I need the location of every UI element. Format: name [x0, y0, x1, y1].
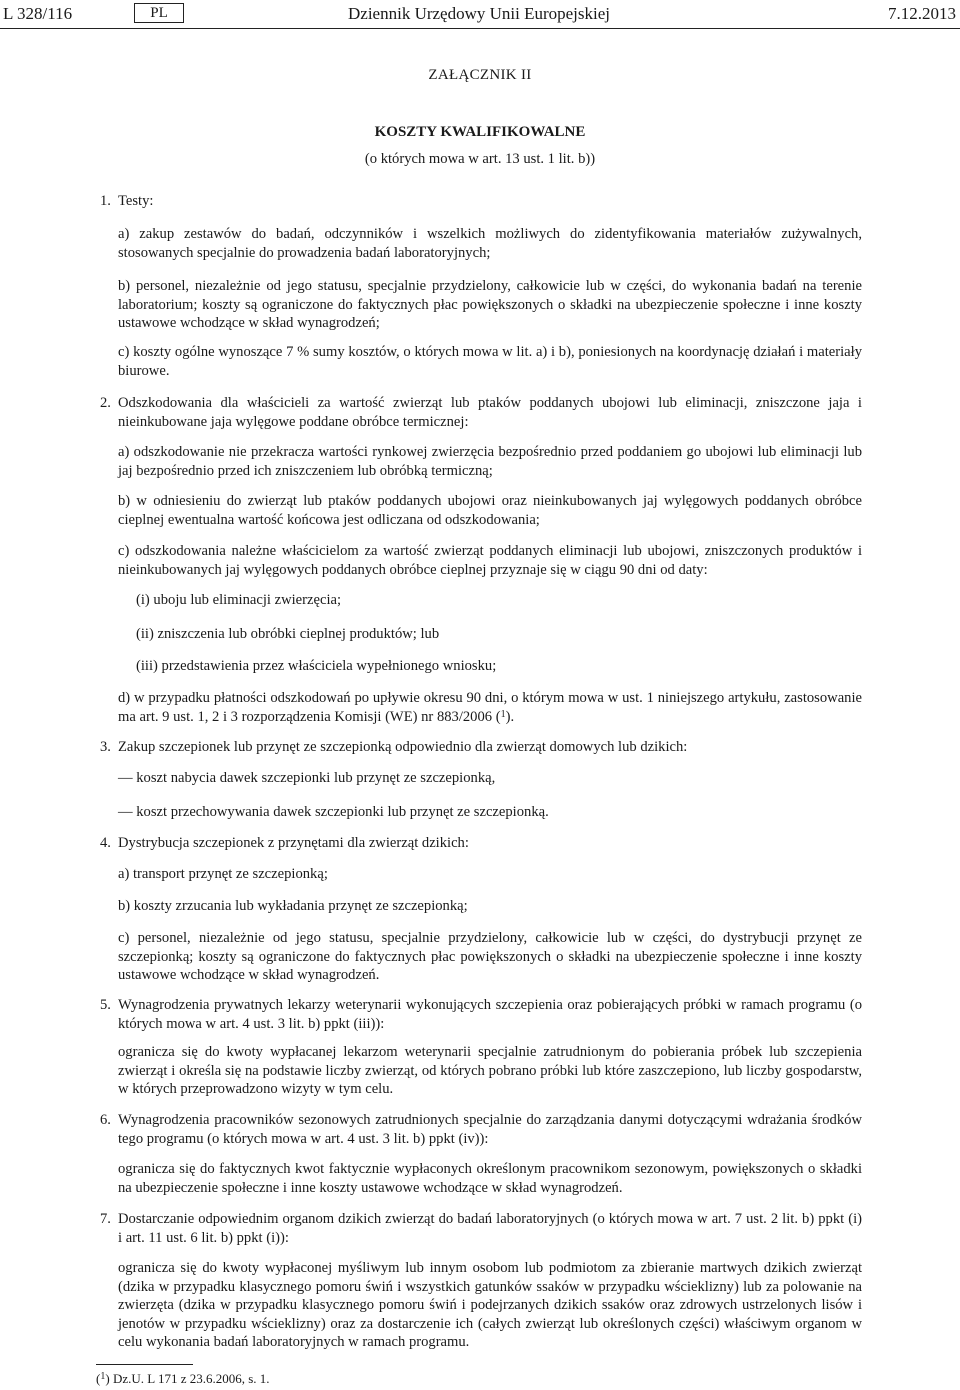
footnote-text: Dz.U. L 171 z 23.6.2006, s. 1. — [112, 1371, 270, 1386]
section-7-body: ogranicza się do kwoty wypłaconej myśliwym lub innym osobom lub podmiotom za zbieranie martwych dzikich zwierząt (dzika w przypadku klasycznego pomoru świń i wszystkich gatunków ssaków w przypadku wścieklizny) lub za polowanie na zwierzęta (dzika w przypadku klasycznego pomoru świń i podejrzanych dzikich ssaków oraz zdrowych ustrzelonych lisów i jenotów w przypadku wścieklizny) oraz za dostarczenie ich (całych zwierząt lub określonych części) właściwym organom w celu wykonania badań laboratoryjnych w ramach programu. — [118, 1260, 862, 1350]
section-2-subitem-ii: (ii) zniszczenia lub obróbki cieplnej produktów; lub — [136, 626, 440, 642]
section-2-subitem-iii: (iii) przedstawienia przez właściciela wypełnionego wniosku; — [136, 658, 497, 674]
section-2-item-d — [118, 689, 862, 726]
section-2-item-d-end: ). — [505, 708, 515, 725]
section-1-heading: Testy: — [118, 193, 154, 209]
document-subtitle: (o których mowa w art. 13 ust. 1 lit. b)) — [364, 151, 596, 167]
section-2-item-c: c) odszkodowania należne właścicielom za wartość zwierząt poddanych eliminacji lub ubojowi, zniszczonych produktów i nieinkubowanych jaj wylęgowych poddanych obróbce cieplnej przyznaje się w ciągu 90 dni od daty: — [118, 543, 862, 578]
section-3-number: 3. — [100, 739, 111, 755]
footnote-reference[interactable]: 1 — [500, 708, 506, 720]
section-3-dash-2: — koszt przechowywania dawek szczepionki lub przynęt ze szczepionką. — [118, 804, 549, 820]
section-3-dash-1: — koszt nabycia dawek szczepionki lub przynęt ze szczepionką, — [118, 770, 496, 786]
section-1-number: 1. — [100, 193, 111, 209]
section-2-subitem-i: (i) uboju lub eliminacji zwierzęcia; — [136, 592, 342, 608]
section-3-heading: Zakup szczepionek lub przynęt ze szczepionką odpowiednio dla zwierząt domowych lub dzikich: — [118, 739, 688, 755]
language-badge: PL — [134, 3, 184, 23]
section-1-item-b: b) personel, niezależnie od jego statusu, specjalnie przydzielony, całkowicie lub w części, do wykonania badań na terenie laboratorium; koszty są ograniczone do faktycznych płac powiększonych o składki na ubezpieczenie społeczne i inne koszty ustawowe wchodzące w skład wynagrodzeń; — [118, 278, 862, 331]
section-2-item-d-text: d) w przypadku płatności odszkodowań po upływie okresu 90 dni, o którym mowa w ust. 1 niniejszego artykułu, zastosowanie ma art. 9 ust. 1, 2 i 3 rozporządzenia Komisji (WE) nr 883/2006 ( — [118, 690, 862, 725]
section-4-heading: Dystrybucja szczepionek z przynętami dla zwierząt dzikich: — [118, 835, 469, 851]
footnote-mark: 1 — [100, 1371, 106, 1382]
section-2-heading: Odszkodowania dla właścicieli za wartość zwierząt lub ptaków poddanych ubojowi lub eliminacji, zniszczone jaja i nieinkubowane jaja wylęgowe poddane obróbce termicznej: — [118, 395, 862, 430]
footnote: ($^1$) Dz.U. L 171 z 23.6.2006, s. 1. — [96, 1371, 270, 1386]
section-2-item-b: b) w odniesieniu do zwierząt lub ptaków poddanych ubojowi oraz nieinkubowanych jaj wylęgowych poddanych obróbce cieplnej ewentualna wartość końcowa jest odliczana od odszkodowania; — [118, 493, 862, 528]
footnote-divider — [96, 1364, 193, 1365]
section-1-item-c: c) koszty ogólne wynoszące 7 % sumy kosztów, o których mowa w lit. a) i b), poniesionych na koordynację działań i materiały biurowe. — [118, 344, 862, 379]
section-5-heading: Wynagrodzenia prywatnych lekarzy weterynarii wykonujących szczepienia oraz pobierających próbki w ramach programu (o których mowa w art. 4 ust. 3 lit. b) ppkt (iii)): — [118, 997, 862, 1032]
section-6-heading: Wynagrodzenia pracowników sezonowych zatrudnionych specjalnie do zarządzania danymi dotyczącymi wdrażania środków tego programu (o których mowa w art. 4 ust. 3 lit. b) ppkt (iv)): — [118, 1112, 862, 1147]
section-4-item-a: a) transport przynęt ze szczepionką; — [118, 866, 328, 882]
section-4-item-b: b) koszty zrzucania lub wykładania przynęt ze szczepionką; — [118, 898, 468, 914]
section-4-item-c: c) personel, niezależnie od jego statusu, specjalnie przydzielony, całkowicie lub w części, do dystrybucji przynęt ze szczepionką; koszty są ograniczone do faktycznych płac powiększonych o składki na ubezpieczenie społeczne i inne koszty ustawowe wchodzące w skład wynagrodzeń. — [118, 930, 862, 983]
section-6-body: ogranicza się do faktycznych kwot faktycznie wypłaconych określonym pracownikom sezonowym, powiększonych o składki na ubezpieczenie społeczne i inne koszty ustawowe wchodzące w skład wynagrodzeń. — [118, 1161, 862, 1196]
section-6-number: 6. — [100, 1112, 111, 1128]
section-1-item-a: a) zakup zestawów do badań, odczynników i wszelkich możliwych do zidentyfikowania materiałów zużywalnych, stosowanych specjalnie do prowadzenia badań laboratoryjnych; — [118, 226, 862, 261]
section-2-number: 2. — [100, 395, 111, 411]
header-divider — [0, 28, 960, 29]
annex-heading: ZAŁĄCZNIK II — [428, 67, 532, 83]
document-title: KOSZTY KWALIFIKOWALNE — [374, 124, 586, 140]
section-7-number: 7. — [100, 1211, 111, 1227]
journal-title: Dziennik Urzędowy Unii Europejskiej — [348, 4, 611, 23]
section-5-body: ogranicza się do kwoty wypłacanej lekarzom weterynarii specjalnie zatrudnionym do pobierania próbek lub szczepienia zwierząt i określa się na podstawie liczby zwierząt, od których pobrano próbki lub które zaszczepiono, lub liczby gospodarstw, w których przeprowadzono wizyty w tym celu. — [118, 1044, 862, 1097]
section-7-heading: Dostarczanie odpowiednim organom dzikich zwierząt do badań laboratoryjnych (o których mowa w art. 7 ust. 2 lit. b) ppkt (i) i art. 11 ust. 6 lit. b) ppkt (i)): — [118, 1211, 862, 1246]
section-4-number: 4. — [100, 835, 111, 851]
section-2-item-a: a) odszkodowanie nie przekracza wartości rynkowej zwierzęcia bezpośrednio przed poddaniem go ubojowi lub eliminacji lub jaj bezpośrednio przed ich zniszczeniem lub obróbką termiczną; — [118, 444, 862, 479]
page-header — [0, 3, 960, 29]
publication-date: 7.12.2013 — [888, 4, 956, 23]
page-reference: L 328/116 — [3, 4, 73, 23]
section-5-number: 5. — [100, 997, 111, 1013]
